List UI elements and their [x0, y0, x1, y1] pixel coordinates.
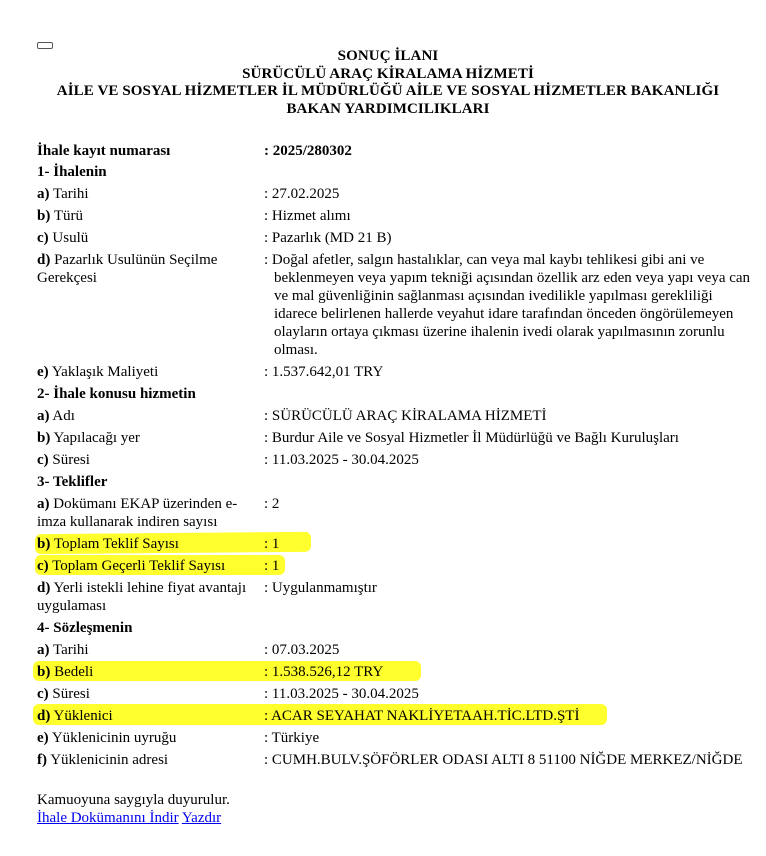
header-line-1: SONUÇ İLANI [337, 48, 439, 64]
row-3c: c) Toplam Geçerli Teklif Sayısı : 1 [37, 557, 757, 579]
row-1c: c) Usulü : Pazarlık (MD 21 B) [37, 230, 392, 246]
header-line-4: BAKAN YARDIMCILIKLARI [286, 100, 490, 117]
row-4c: c) Süresi : 11.03.2025 - 30.04.2025 [37, 686, 419, 702]
row-4a: a) Tarihi : 07.03.2025 [37, 642, 340, 658]
section-3-title: 3- Teklifler [37, 474, 108, 490]
row-1b: b) Türü : Hizmet alımı [37, 208, 351, 224]
tender-details-table [37, 142, 757, 791]
header-line-2: SÜRÜCÜLÜ ARAÇ KİRALAMA HİZMETİ [242, 65, 534, 82]
section-4-title: 4- Sözleşmenin [37, 620, 133, 636]
row-2b: b) Yapılacağı yer : Burdur Aile ve Sosyal Hizmetler İl Müdürlüğü ve Bağlı Kuruluşları [37, 430, 679, 446]
section-1-title: 1- İhalenin [37, 164, 107, 180]
row-1e: e) Yaklaşık Maliyeti : 1.537.642,01 TRY [37, 364, 384, 380]
section-2-title: 2- İhale konusu hizmetin [37, 386, 196, 402]
download-document-link[interactable]: İhale Dokümanını İndir [37, 810, 179, 826]
row-kayit-no: İhale kayıt numarası : 2025/280302 [37, 143, 352, 159]
row-4b: b) Bedeli : 1.538.526,12 TRY [37, 663, 757, 685]
row-2c: c) Süresi : 11.03.2025 - 30.04.2025 [37, 452, 419, 468]
footer [37, 791, 230, 827]
row-1d: d) Pazarlık Usulünün Seçilme Gerekçesi : Doğal afetler, salgın hastalıklar, can veya mal kaybı tehlikesi gibi ani ve beklenmeyen veya yapım tekniği açısından özellik arz eden veya yapı veya can ve mal güvenliğinin sağlanması açısından ivedilikle yapılması gerekliliği idarece belirlenen hallerde veyahut idare tarafından önceden öngörülemeyen olayların ortaya çıkması üzerine ihalenin ivedi olarak yapılmasının zorunlu olması. [37, 252, 751, 358]
announcement-closing: Kamuoyuna saygıyla duyurulur. [37, 792, 230, 808]
row-1a: a) Tarihi : 27.02.2025 [37, 186, 340, 202]
announcement-header [0, 48, 766, 118]
row-4e: e) Yüklenicinin uyruğu : Türkiye [37, 730, 320, 746]
row-4f: f) Yüklenicinin adresi : CUMH.BULV.ŞÖFÖRLER ODASI ALTI 8 51100 NİĞDE MERKEZ/NİĞDE [37, 752, 743, 768]
row-3d: d) Yerli istekli lehine fiyat avantajı uygulaması : Uygulanmamıştır [37, 580, 377, 614]
row-3b: b) Toplam Teklif Sayısı : 1 [37, 535, 757, 557]
print-link[interactable]: Yazdır [181, 810, 222, 826]
row-3a: a) Dokümanı EKAP üzerinden e-imza kullanarak indiren sayısı : 2 [37, 496, 280, 530]
header-line-3: AİLE VE SOSYAL HİZMETLER İL MÜDÜRLÜĞÜ AİLE VE SOSYAL HİZMETLER BAKANLIĞI [56, 83, 720, 99]
row-2a: a) Adı : SÜRÜCÜLÜ ARAÇ KİRALAMA HİZMETİ [37, 408, 547, 424]
row-4d: d) Yüklenici : ACAR SEYAHAT NAKLİYETAAH.TİC.LTD.ŞTİ [37, 707, 757, 729]
